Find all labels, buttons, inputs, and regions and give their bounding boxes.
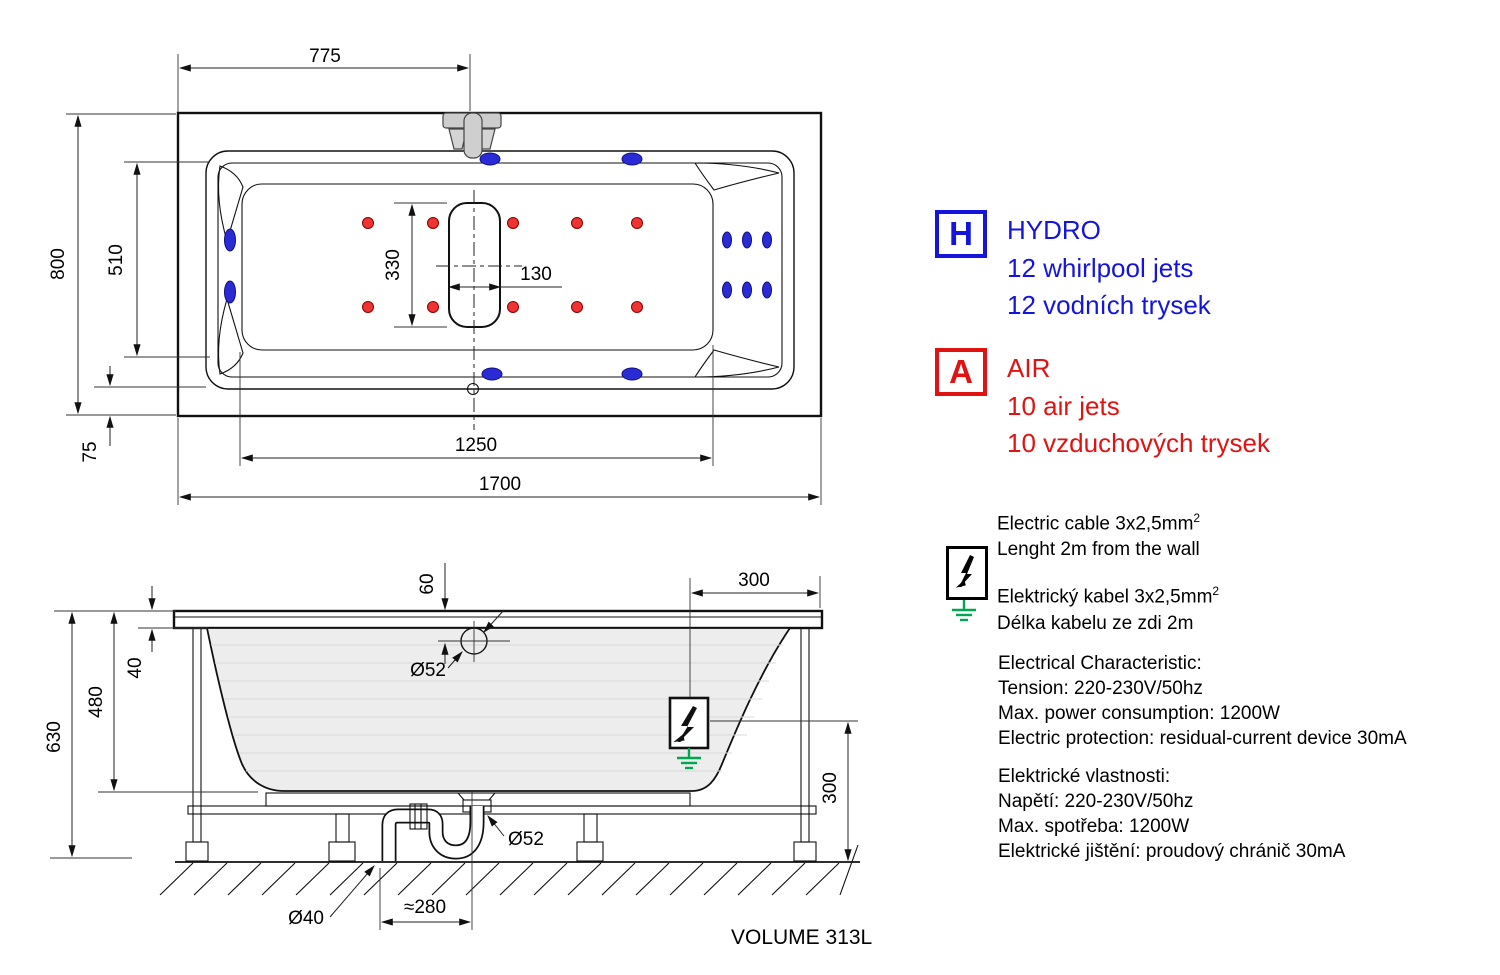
hydro-jet <box>622 153 642 165</box>
dim-label-overflow-dia: Ø52 <box>410 660 446 681</box>
cable-line-cz2: Délka kabelu ze zdi 2m <box>997 612 1194 634</box>
frame-leg <box>801 628 809 842</box>
dim-label-300-top: 300 <box>738 570 770 591</box>
dim-waste-dia <box>288 866 374 929</box>
hydro-jet <box>225 281 236 303</box>
elec-en-title: Electrical Characteristic: <box>998 653 1202 674</box>
air-jets <box>363 218 643 313</box>
corner-fillets <box>219 163 779 377</box>
dim-630 <box>44 611 176 858</box>
air-jet <box>363 218 374 229</box>
ground-symbol-icon <box>946 600 982 628</box>
air-line-cz: 10 vzduchových trysek <box>1007 428 1271 458</box>
dim-775 <box>178 46 470 112</box>
dim-label-300-right: 300 <box>820 772 841 804</box>
dim-label-775: 775 <box>309 46 341 67</box>
dim-130 <box>449 264 562 287</box>
air-jet <box>428 218 439 229</box>
elec-cz-title: Elektrické vlastnosti: <box>998 766 1171 787</box>
drain-flange <box>458 793 495 800</box>
air-title: AIR <box>1007 353 1051 383</box>
air-jet <box>572 218 583 229</box>
lightning-bolt-icon <box>954 553 980 593</box>
faucet-spout <box>464 113 482 158</box>
dim-label-1700: 1700 <box>478 474 522 495</box>
hydro-jet <box>723 232 732 248</box>
dim-75 <box>80 366 206 463</box>
air-jet <box>632 302 643 313</box>
air-symbol-letter: A <box>949 353 973 390</box>
hydro-symbol-icon <box>935 210 987 258</box>
hydro-title: HYDRO <box>1007 215 1101 245</box>
air-jet <box>508 302 519 313</box>
hydro-jet <box>225 229 236 251</box>
air-jet <box>363 302 374 313</box>
dim-label-330: 330 <box>383 249 404 281</box>
tub-basin-floor <box>242 184 713 350</box>
volume-label: VOLUME 313L <box>731 926 873 949</box>
frame-leg <box>584 814 597 842</box>
elec-en-line: Max. power consumption: 1200W <box>998 703 1280 724</box>
elec-en-line: Electric protection: residual-current device 30mA <box>998 728 1407 749</box>
hydro-jet <box>723 282 732 298</box>
hydro-jet <box>763 282 772 298</box>
air-jet <box>428 302 439 313</box>
dim-label-130: 130 <box>520 264 552 285</box>
cable-line-cz1: Elektrický kabel $3x2,5mm^2$ <box>997 584 1220 608</box>
dim-510 <box>106 162 210 357</box>
ground-hatching <box>160 845 858 895</box>
frame-foot <box>794 842 816 861</box>
legend-air <box>935 348 1270 462</box>
elec-en-line: Tension: 220-230V/50hz <box>998 678 1203 699</box>
frame-rail <box>188 806 816 814</box>
dim-label-630: 630 <box>44 721 65 753</box>
hydro-jet <box>763 232 772 248</box>
air-jet <box>632 218 643 229</box>
dim-label-510: 510 <box>106 244 127 276</box>
dim-label-800: 800 <box>48 248 69 280</box>
rim-slab <box>174 611 822 628</box>
hydro-jet <box>622 368 642 380</box>
dim-drain-dia <box>488 816 544 850</box>
hydro-line-en: 12 whirlpool jets <box>1007 253 1194 283</box>
frame-leg <box>193 628 201 842</box>
frame-foot <box>186 842 208 861</box>
dim-label-waste-dia: Ø40 <box>288 908 324 929</box>
cable-line-en1: Electric cable $3x2,5mm^2$ <box>997 511 1201 535</box>
electric-cable-icon <box>946 546 988 633</box>
hydro-symbol-letter: H <box>949 215 973 252</box>
frame-leg <box>336 814 349 842</box>
frame-foot <box>577 842 603 861</box>
dim-1700 <box>178 418 821 505</box>
drain-siphon <box>389 793 495 861</box>
hydro-jet <box>743 232 752 248</box>
cable-line-en2: Lenght 2m from the wall <box>997 539 1200 561</box>
side-view <box>44 563 872 949</box>
hydro-line-cz: 12 vodních trysek <box>1007 290 1211 320</box>
air-jet <box>508 218 519 229</box>
electric-cable-text <box>997 505 1219 637</box>
dim-label-40: 40 <box>125 657 146 679</box>
hydro-jet <box>743 282 752 298</box>
elec-cz-line: Napětí: 220-230V/50hz <box>998 791 1194 812</box>
dim-label-60: 60 <box>417 573 438 595</box>
hydro-jet <box>482 368 502 380</box>
lightning-box-icon <box>946 546 988 600</box>
dim-label-75: 75 <box>80 441 101 463</box>
air-symbol-icon <box>935 348 987 396</box>
elec-cz-line: Max. spotřeba: 1200W <box>998 816 1190 837</box>
electrical-characteristics <box>998 651 1407 864</box>
frame-foot <box>329 842 355 861</box>
dim-label-480: 480 <box>86 686 107 718</box>
elec-cz-line: Elektrické jištění: proudový chránič 30mA <box>998 841 1346 862</box>
air-jet <box>572 302 583 313</box>
dim-label-1250: 1250 <box>454 435 498 456</box>
air-line-en: 10 air jets <box>1007 391 1120 421</box>
dim-label-280: ≈280 <box>403 897 447 918</box>
hydro-jet <box>480 153 500 165</box>
dim-40 <box>125 586 208 679</box>
top-view <box>48 46 821 505</box>
legend-hydro <box>935 210 1211 324</box>
dim-1250 <box>240 345 713 466</box>
dim-label-drain-dia: Ø52 <box>508 829 544 850</box>
